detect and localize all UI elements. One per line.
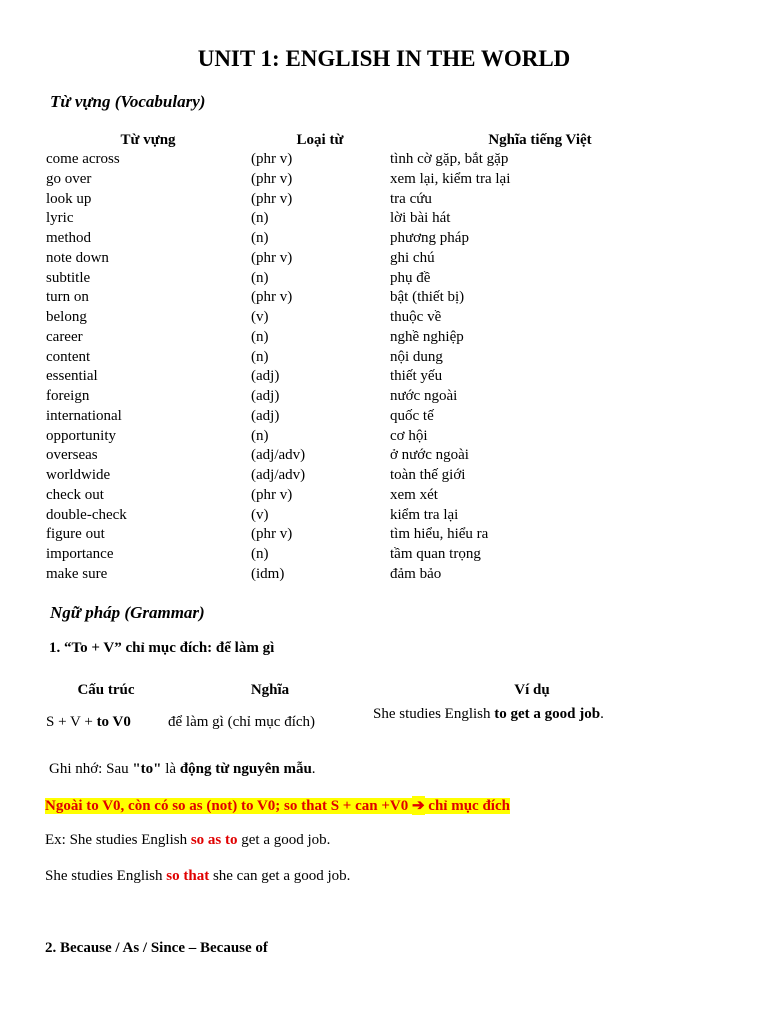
vocab-word: foreign (46, 388, 90, 404)
grammar-section-heading: Ngữ pháp (Grammar) (50, 603, 205, 622)
vocab-type: (n) (251, 427, 269, 444)
example-so-as-to: Ex: She studies English so as to get a good job. (45, 832, 331, 848)
vocab-word: make sure (46, 565, 108, 582)
vocab-type: (adj/adv) (251, 447, 306, 464)
vocab-type: (phr v) (251, 151, 293, 167)
vocab-word: international (46, 407, 122, 424)
highlight-note: Ngoài to V0, còn có so as (not) to V0; so that S + can +V0 ➔ chỉ mục đích (45, 798, 510, 814)
vocab-meaning: kiểm tra lại (390, 506, 459, 523)
vocab-type: (phr v) (251, 486, 293, 503)
vocab-meaning: xem xét (390, 486, 438, 503)
vocab-word: lyric (46, 210, 74, 227)
right-arrow-icon: ➔ (411, 798, 425, 814)
vocab-word: look up (46, 190, 92, 207)
vocab-meaning: bật (thiết bị) (390, 289, 465, 306)
vocab-meaning: ở nước ngoài (390, 447, 469, 464)
grammar2-heading: 2. Because / As / Since – Because of (45, 940, 268, 956)
grammar1-example: She studies English to get a good job. (373, 706, 604, 722)
vocab-meaning: ghi chú (390, 249, 435, 266)
vocab-word: go over (46, 170, 92, 187)
vocab-type: (idm) (251, 565, 285, 582)
vocab-meaning: tầm quan trọng (390, 546, 481, 562)
vocab-meaning: nội dung (390, 348, 443, 365)
header-word: Từ vựng (120, 132, 176, 148)
vocab-word: overseas (46, 447, 98, 464)
vocab-type: (n) (251, 328, 269, 345)
vocab-section-heading: Từ vựng (Vocabulary) (50, 92, 206, 111)
grammar1-meaning: để làm gì (chỉ mục đích) (168, 714, 316, 730)
vocab-word: opportunity (46, 427, 116, 444)
vocab-meaning: tìm hiểu, hiểu ra (390, 526, 489, 543)
vocab-word: career (46, 328, 83, 345)
example-so-that: She studies English so that she can get a good job. (45, 868, 351, 884)
vocab-type: (phr v) (251, 526, 293, 543)
vocab-word: importance (46, 546, 114, 562)
note-line: Ghi nhớ: Sau "to" là động từ nguyên mẫu. (49, 761, 316, 777)
vocab-type: (v) (251, 309, 269, 325)
vocab-type: (n) (251, 546, 269, 562)
vocab-type: (adj) (251, 407, 280, 424)
vocab-meaning: nghề nghiệp (390, 328, 464, 345)
vocab-meaning: quốc tế (390, 407, 434, 424)
vocab-type: (adj) (251, 388, 280, 404)
grammar1-heading: 1. “To + V” chỉ mục đích: để làm gì (49, 640, 275, 656)
vocab-type: (phr v) (251, 170, 293, 187)
vocab-meaning: lời bài hát (390, 210, 451, 227)
vocab-word: note down (46, 249, 109, 266)
vocab-meaning: thiết yếu (390, 368, 443, 385)
header-meaning: Nghĩa tiếng Việt (488, 132, 592, 148)
vocab-meaning: toàn thế giới (390, 467, 466, 483)
vocab-word: check out (46, 486, 104, 503)
vocab-meaning: tình cờ gặp, bắt gặp (390, 151, 509, 167)
vocab-word: content (46, 348, 91, 365)
vocab-meaning: nước ngoài (390, 388, 458, 404)
vocab-meaning: phụ đề (390, 269, 431, 286)
vocab-meaning: xem lại, kiểm tra lại (390, 170, 511, 187)
vocab-meaning: đảm bảo (390, 565, 442, 582)
vocab-type: (adj/adv) (251, 467, 306, 483)
vocab-word: belong (46, 309, 87, 325)
vocab-type: (phr v) (251, 289, 293, 306)
vocab-word: figure out (46, 526, 105, 543)
vocab-meaning: thuộc về (390, 309, 442, 325)
vocab-type: (n) (251, 348, 269, 365)
vocab-type: (phr v) (251, 249, 293, 266)
grammar1-header-example: Ví dụ (514, 682, 550, 698)
vocab-meaning: cơ hội (390, 427, 428, 444)
vocab-meaning: phương pháp (390, 230, 469, 246)
vocab-type: (v) (251, 506, 269, 523)
grammar1-header-structure: Cấu trúc (77, 682, 135, 698)
vocab-word: worldwide (46, 467, 111, 483)
vocab-meaning: tra cứu (390, 190, 432, 207)
vocab-word: come across (46, 151, 120, 167)
vocab-type: (adj) (251, 368, 280, 385)
vocab-type: (phr v) (251, 190, 293, 207)
vocab-word: method (46, 230, 91, 246)
vocab-type: (n) (251, 210, 269, 227)
vocab-word: turn on (46, 289, 89, 306)
grammar1-header-meaning: Nghĩa (250, 682, 290, 698)
vocab-word: subtitle (46, 269, 91, 286)
vocab-word: essential (46, 368, 98, 385)
vocab-type: (n) (251, 269, 269, 286)
page-title: UNIT 1: ENGLISH IN THE WORLD (197, 46, 571, 71)
header-type: Loại từ (296, 132, 344, 148)
vocab-word: double-check (46, 506, 127, 523)
vocab-type: (n) (251, 230, 269, 246)
grammar1-structure: S + V + to V0 (46, 714, 131, 730)
